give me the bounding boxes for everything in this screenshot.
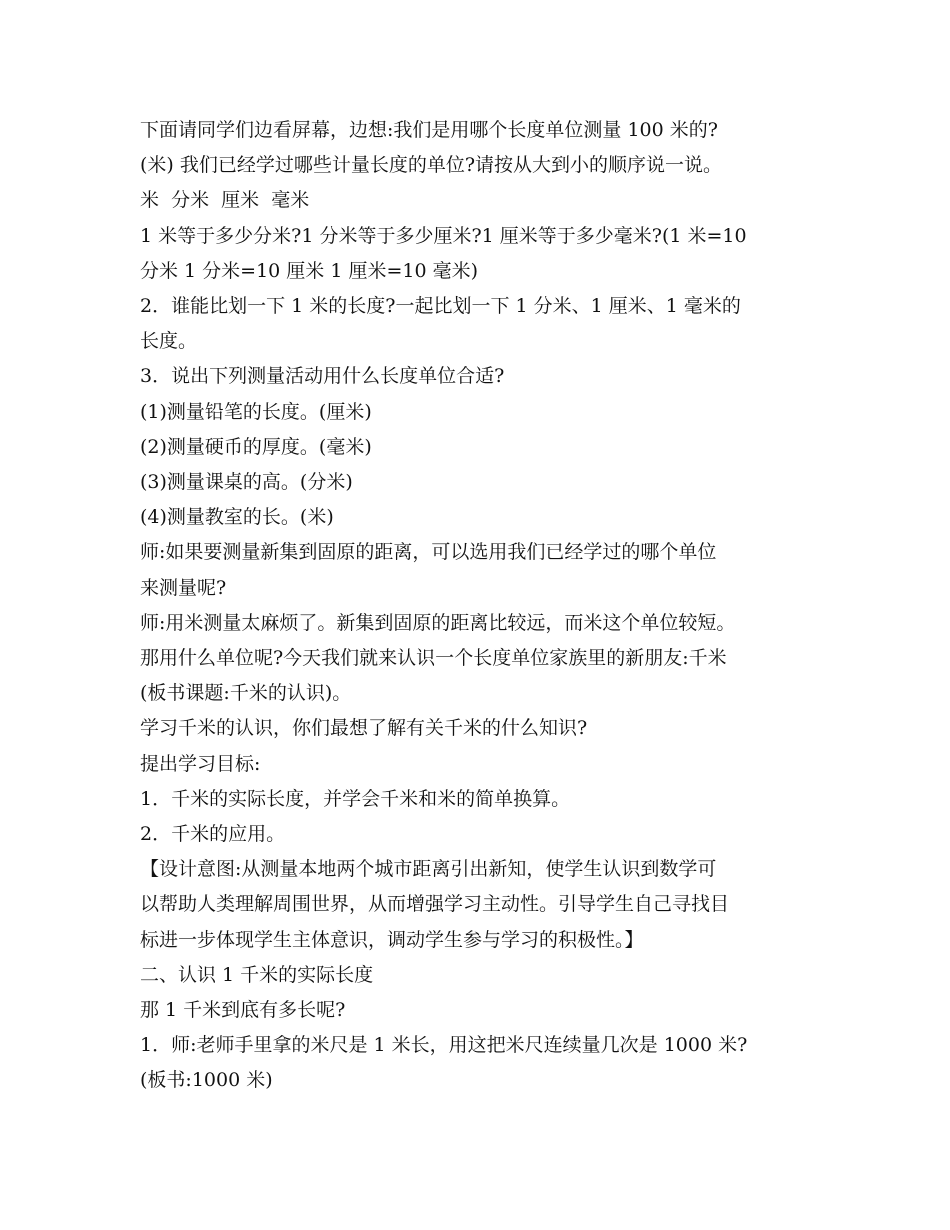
text-line: 1．师:老师手里拿的米尺是 1 米长，用这把米尺连续量几次是 1000 米?: [140, 1034, 748, 1057]
text-line: (4)测量教室的长。(米): [140, 506, 334, 529]
text-line: 下面请同学们边看屏幕，边想:我们是用哪个长度单位测量 100 米的?: [140, 119, 718, 141]
text-line: 长度。: [140, 330, 198, 353]
text-line: 师:如果要测量新集到固原的距离，可以选用我们已经学过的哪个单位: [140, 541, 717, 564]
section-heading: 二、认识 1 千米的实际长度: [140, 963, 374, 986]
text-line: 分米 1 分米=10 厘米 1 厘米=10 毫米): [140, 259, 479, 282]
text-line: 2．千米的应用。: [140, 823, 286, 846]
text-line: (1)测量铅笔的长度。(厘米): [140, 400, 372, 423]
text-line: 2．谁能比划一下 1 米的长度?一起比划一下 1 分米、1 厘米、1 毫米的: [140, 295, 741, 318]
text-line: 米 分米 厘米 毫米: [140, 189, 310, 212]
text-line: (米) 我们已经学过哪些计量长度的单位?请按从大到小的顺序说一说。: [140, 154, 723, 177]
text-line: 标进一步体现学生主体意识，调动学生参与学习的积极性。】: [140, 928, 644, 951]
text-line: 1 米等于多少分米?1 分米等于多少厘米?1 厘米等于多少毫米?(1 米=10: [140, 224, 747, 247]
text-line: 来测量呢?: [140, 576, 227, 599]
text-line: 【设计意图:从测量本地两个城市距离引出新知，使学生认识到数学可: [140, 858, 717, 881]
document-body: [140, 113, 830, 1099]
text-line: 那 1 千米到底有多长呢?: [140, 999, 346, 1022]
text-line: 师:用米测量太麻烦了。新集到固原的距离比较远，而米这个单位较短。: [140, 611, 736, 634]
text-line: 3．说出下列测量活动用什么长度单位合适?: [140, 365, 505, 388]
text-line: 提出学习目标:: [140, 752, 261, 775]
text-line: (2)测量硬币的厚度。(毫米): [140, 435, 372, 458]
text-line: 那用什么单位呢?今天我们就来认识一个长度单位家族里的新朋友:千米: [140, 647, 727, 670]
text-line: 以帮助人类理解周围世界，从而增强学习主动性。引导学生自己寻找目: [140, 893, 730, 916]
text-line: 1．千米的实际长度，并学会千米和米的简单换算。: [140, 787, 571, 810]
text-line: (板书课题:千米的认识)。: [140, 682, 352, 705]
text-line: (板书:1000 米): [140, 1069, 273, 1092]
text-line: (3)测量课桌的高。(分米): [140, 471, 353, 494]
text-line: 学习千米的认识，你们最想了解有关千米的什么知识?: [140, 717, 588, 740]
